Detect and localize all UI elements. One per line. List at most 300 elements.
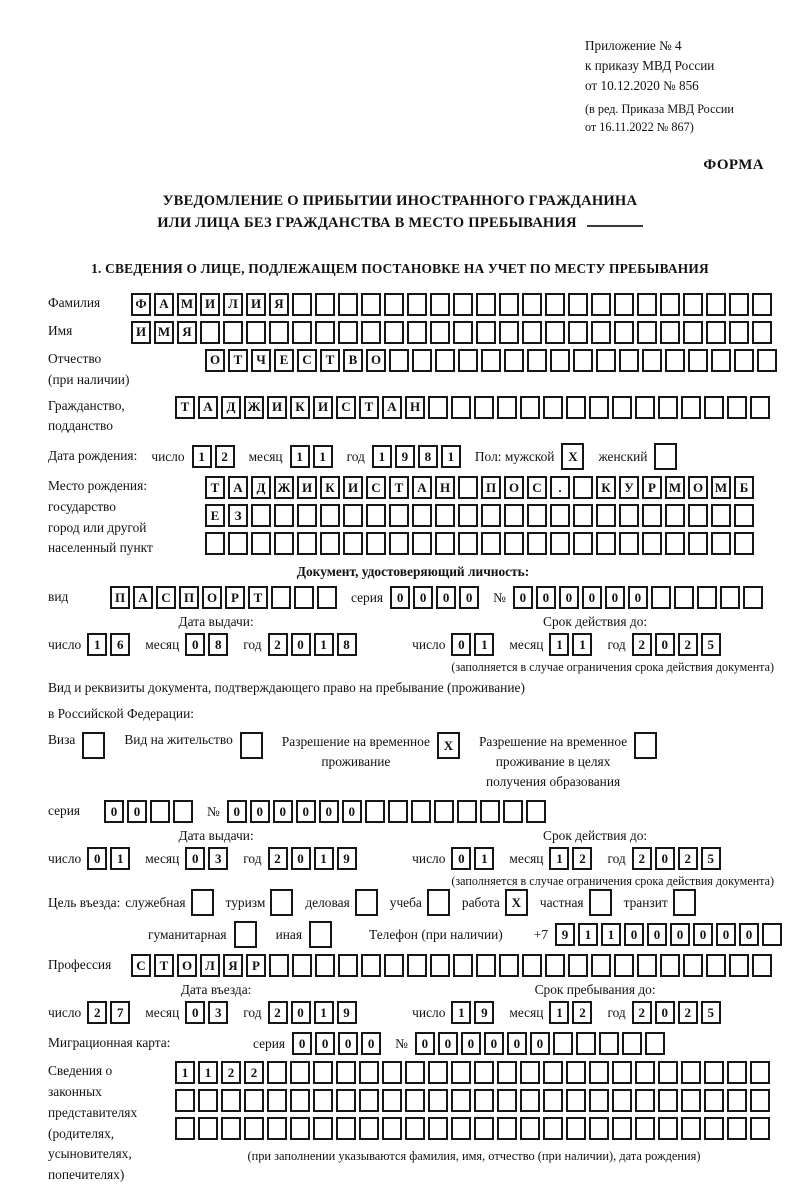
form-cell [573, 532, 593, 555]
representatives-block [48, 1061, 778, 1186]
form-cell: Л [223, 293, 243, 316]
form-cell: 2 [572, 847, 592, 870]
form-cell [430, 293, 450, 316]
validity-note: (заполняется в случае ограничения срока действия документа) [451, 660, 774, 675]
form-cell [388, 800, 408, 823]
form-cell [706, 954, 726, 977]
form-cell [228, 532, 248, 555]
identity-doc-dates [48, 614, 778, 675]
form-cell [566, 1117, 586, 1140]
purpose-study-label: учеба [389, 894, 422, 910]
profession-label: Профессия [48, 957, 112, 973]
form-cell: В [343, 349, 363, 372]
form-cell: П [179, 586, 199, 609]
form-cell: 0 [390, 586, 410, 609]
form-cell [384, 293, 404, 316]
form-cell [499, 954, 519, 977]
form-cell [589, 1117, 609, 1140]
form-cell: Т [389, 476, 409, 499]
form-cell: Т [154, 954, 174, 977]
sex-male-checkbox [561, 443, 587, 470]
representatives-row2 [175, 1089, 773, 1112]
form-cell [727, 396, 747, 419]
form-cell [480, 800, 500, 823]
form-cell: А [133, 586, 153, 609]
form-cell [750, 1089, 770, 1112]
form-cell: 1 [198, 1061, 218, 1084]
form-cell [428, 396, 448, 419]
form-cell [244, 1089, 264, 1112]
doc-number-cells [513, 586, 766, 609]
form-cell [635, 1117, 655, 1140]
form-cell [271, 586, 291, 609]
form-cell: Т [359, 396, 379, 419]
series-word: серия [253, 1035, 286, 1051]
birth-place-block [48, 476, 778, 559]
res-issue-month-cells [185, 847, 231, 870]
form-cell [405, 1061, 425, 1084]
res-valid-year-cells [632, 847, 724, 870]
form-cell [361, 293, 381, 316]
form-cell [458, 532, 478, 555]
form-cell [476, 293, 496, 316]
form-cell: 1 [87, 633, 107, 656]
form-cell [596, 349, 616, 372]
form-cell [251, 532, 271, 555]
form-cell [457, 800, 477, 823]
form-cell: X [505, 889, 528, 916]
form-cell [711, 349, 731, 372]
residence-permit-label: Вид на жительство [124, 732, 233, 748]
representatives-note: (при заполнении указываются фамилия, имя, отчество (при наличии), дата рождения) [247, 1149, 701, 1164]
form-cell: 2 [678, 1001, 698, 1024]
form-cell: Н [405, 396, 425, 419]
form-cell [246, 321, 266, 344]
form-cell [458, 504, 478, 527]
form-cell: Л [200, 954, 220, 977]
form-cell [497, 396, 517, 419]
temp-residence-checkbox [437, 732, 463, 759]
form-cell: 1 [313, 445, 333, 468]
form-cell [428, 1089, 448, 1112]
form-cell [550, 349, 570, 372]
form-cell [223, 321, 243, 344]
form-cell [614, 321, 634, 344]
form-cell [711, 504, 731, 527]
form-cell: 1 [314, 633, 334, 656]
form-cell: 0 [227, 800, 247, 823]
form-cell: 1 [314, 1001, 334, 1024]
temp-residence-education-checkbox [634, 732, 660, 759]
form-cell [428, 1061, 448, 1084]
form-cell: 0 [291, 633, 311, 656]
birth-place-rows [205, 476, 757, 555]
form-cell [361, 321, 381, 344]
form-cell: 0 [530, 1032, 550, 1055]
doc-kind-cells [110, 586, 340, 609]
form-cell [458, 349, 478, 372]
form-cell: С [156, 586, 176, 609]
form-cell [568, 321, 588, 344]
patronymic-label: Отчество (при наличии) [48, 350, 130, 387]
form-cell [660, 293, 680, 316]
form-cell [614, 293, 634, 316]
form-cell [336, 1089, 356, 1112]
form-cell: 2 [221, 1061, 241, 1084]
form-cell: 0 [628, 586, 648, 609]
form-cell [553, 1032, 573, 1055]
form-cell: 0 [361, 1032, 381, 1055]
form-cell [481, 504, 501, 527]
form-cell [619, 532, 639, 555]
doc-series-cells [390, 586, 482, 609]
form-cell: 2 [268, 633, 288, 656]
residence-doc-options [48, 732, 778, 792]
form-cell [292, 954, 312, 977]
form-cell [474, 1089, 494, 1112]
day-word: число [151, 448, 185, 464]
valid-day-cells [451, 633, 497, 656]
form-cell: О [504, 476, 524, 499]
form-cell [522, 321, 542, 344]
form-cell: С [297, 349, 317, 372]
form-title-line2: ИЛИ ЛИЦА БЕЗ ГРАЖДАНСТВА В МЕСТО ПРЕБЫВАНИЯ [0, 212, 800, 235]
form-cell: X [561, 443, 584, 470]
number-word: № [207, 803, 220, 819]
form-cell [382, 1061, 402, 1084]
section1-heading: 1. СВЕДЕНИЯ О ЛИЦЕ, ПОДЛЕЖАЩЕМ ПОСТАНОВКЕ НА УЧЕТ ПО МЕСТУ ПРЕБЫВАНИЯ [91, 260, 709, 276]
form-cell [589, 1089, 609, 1112]
form-cell [576, 1032, 596, 1055]
form-cell [635, 396, 655, 419]
form-cell [727, 1061, 747, 1084]
form-cell [407, 293, 427, 316]
form-cell [430, 321, 450, 344]
issue-month-cells [185, 633, 231, 656]
surname-cells [131, 293, 775, 316]
form-cell [198, 1089, 218, 1112]
purpose-work-label: работа [461, 894, 500, 910]
form-cell [635, 1089, 655, 1112]
form-cell: 0 [582, 586, 602, 609]
form-cell: К [290, 396, 310, 419]
sex-male-label: Пол: мужской [474, 448, 555, 464]
form-cell [269, 954, 289, 977]
form-cell [637, 321, 657, 344]
form-cell: И [246, 293, 266, 316]
form-cell: 1 [192, 445, 212, 468]
form-cell [244, 1117, 264, 1140]
form-cell [389, 349, 409, 372]
form-cell [681, 1089, 701, 1112]
res-valid-month-cells [549, 847, 595, 870]
form-cell [451, 1117, 471, 1140]
form-cell: 0 [436, 586, 456, 609]
form-cell: Т [228, 349, 248, 372]
residence-doc-dates: Дата выдачи: число 0 1 месяц 0 3 год 2 0 1 9 Срок действия до: число 0 1 месяц 1 2 год 2 0 2 5 (заполняется в случае ограничения срока действия документа) [48, 828, 778, 889]
order-reference-line: Приложение № 4 [585, 38, 682, 53]
form-cell: 1 [314, 847, 334, 870]
form-cell [427, 889, 450, 916]
form-cell [474, 1117, 494, 1140]
form-cell [338, 321, 358, 344]
form-cell: С [527, 476, 547, 499]
form-cell [634, 732, 657, 759]
form-cell [645, 1032, 665, 1055]
form-cell [688, 504, 708, 527]
form-cell [589, 1061, 609, 1084]
purpose-business-label: деловая [305, 894, 350, 910]
form-cell [665, 532, 685, 555]
surname-row [48, 293, 778, 316]
form-cell: 9 [337, 1001, 357, 1024]
identity-doc-row [48, 586, 778, 609]
form-cell [683, 293, 703, 316]
form-cell: 6 [110, 633, 130, 656]
form-cell: 0 [459, 586, 479, 609]
form-cell [520, 1089, 540, 1112]
form-cell: 1 [474, 633, 494, 656]
form-cell [205, 532, 225, 555]
stay-month-cells [549, 1001, 595, 1024]
form-cell [706, 293, 726, 316]
form-cell: 1 [372, 445, 392, 468]
form-cell [591, 293, 611, 316]
form-cell: 2 [632, 1001, 652, 1024]
form-cell [292, 321, 312, 344]
form-cell [451, 1089, 471, 1112]
form-cell [458, 476, 478, 499]
profession-cells [131, 954, 775, 977]
form-cell [315, 321, 335, 344]
form-cell [412, 504, 432, 527]
migration-card-label: Миграционная карта: [48, 1035, 171, 1051]
form-cell: О [688, 476, 708, 499]
form-cell [752, 293, 772, 316]
form-cell: Р [642, 476, 662, 499]
form-cell [234, 921, 257, 948]
entry-month-cells [185, 1001, 231, 1024]
form-cell [175, 1089, 195, 1112]
form-cell [762, 923, 782, 946]
form-cell [642, 349, 662, 372]
form-cell: 0 [513, 586, 533, 609]
purpose-other-label: иная [275, 926, 303, 942]
res-valid-day-cells [451, 847, 497, 870]
form-cell: 2 [572, 1001, 592, 1024]
form-cell: 0 [451, 633, 471, 656]
form-cell: Р [225, 586, 245, 609]
form-cell [297, 504, 317, 527]
form-cell [297, 532, 317, 555]
visa-checkbox [82, 732, 108, 759]
form-cell [596, 504, 616, 527]
form-cell: Ч [251, 349, 271, 372]
valid-until-col: Срок действия до: число 0 1 месяц 1 1 год 2 0 2 5 [412, 614, 778, 656]
form-cell: 5 [701, 1001, 721, 1024]
form-cell: 1 [549, 1001, 569, 1024]
purpose-humanitarian-checkbox [234, 921, 260, 948]
form-cell [545, 293, 565, 316]
form-cell: А [412, 476, 432, 499]
series-word: серия [48, 803, 81, 819]
form-cell [175, 1117, 195, 1140]
doc-kind-label: вид [48, 589, 69, 605]
form-cell [681, 396, 701, 419]
form-cell [435, 504, 455, 527]
form-cell: И [200, 293, 220, 316]
form-cell [526, 800, 546, 823]
form-cell: Т [175, 396, 195, 419]
form-cell: М [177, 293, 197, 316]
phone-cells [555, 923, 785, 946]
form-cell: 0 [693, 923, 713, 946]
form-cell [384, 954, 404, 977]
validity-note: (заполняется в случае ограничения срока действия документа) [451, 874, 774, 889]
form-cell [200, 321, 220, 344]
form-cell [681, 1117, 701, 1140]
form-cell: О [202, 586, 222, 609]
form-cell: 2 [678, 633, 698, 656]
form-cell: 0 [296, 800, 316, 823]
form-cell [750, 1061, 770, 1084]
form-cell: 0 [507, 1032, 527, 1055]
form-cell: 0 [292, 1032, 312, 1055]
purpose-transit-label: транзит [623, 894, 668, 910]
form-cell [520, 1117, 540, 1140]
form-cell [527, 504, 547, 527]
birth-date-row [48, 443, 778, 470]
form-cell [267, 1117, 287, 1140]
form-cell: А [154, 293, 174, 316]
form-cell [697, 586, 717, 609]
citizenship-cells [175, 396, 773, 419]
form-cell: 0 [655, 633, 675, 656]
stay-until-heading: Срок пребывания до: [534, 982, 656, 998]
form-cell [405, 1117, 425, 1140]
form-cell: У [619, 476, 639, 499]
form-cell: 0 [415, 1032, 435, 1055]
form-cell [752, 321, 772, 344]
form-cell: Я [223, 954, 243, 977]
form-body [0, 277, 800, 1186]
patronymic-row [48, 349, 778, 391]
form-cell: Е [274, 349, 294, 372]
number-word: № [395, 1035, 408, 1051]
form-cell [382, 1117, 402, 1140]
form-cell [359, 1117, 379, 1140]
form-cell: 0 [185, 847, 205, 870]
form-cell [729, 954, 749, 977]
form-cell: 0 [559, 586, 579, 609]
order-reference-line: к приказу МВД России [585, 57, 715, 73]
purpose-humanitarian-label: гуманитарная [148, 926, 227, 942]
form-cell [435, 349, 455, 372]
form-cell [573, 349, 593, 372]
form-cell: О [205, 349, 225, 372]
valid-until-heading: Срок действия до: [543, 614, 648, 630]
form-cell [660, 954, 680, 977]
form-cell [614, 954, 634, 977]
entry-day-cells [87, 1001, 133, 1024]
form-cell: И [267, 396, 287, 419]
form-cell [654, 443, 677, 470]
form-cell: 5 [701, 633, 721, 656]
form-cell: П [110, 586, 130, 609]
form-cell [520, 1061, 540, 1084]
form-cell [294, 586, 314, 609]
form-cell [750, 1117, 770, 1140]
form-cell [290, 1117, 310, 1140]
year-word: год [346, 448, 365, 464]
form-cell: И [343, 476, 363, 499]
form-cell [290, 1061, 310, 1084]
form-cell: 1 [474, 847, 494, 870]
form-cell: 0 [739, 923, 759, 946]
form-cell [315, 954, 335, 977]
firstname-cells [131, 321, 775, 344]
form-cell: И [131, 321, 151, 344]
form-cell [522, 293, 542, 316]
form-cell [504, 349, 524, 372]
form-cell [589, 396, 609, 419]
form-cell: 7 [110, 1001, 130, 1024]
form-cell: Ж [274, 476, 294, 499]
form-cell: А [228, 476, 248, 499]
form-cell [481, 532, 501, 555]
purpose-business-checkbox [355, 889, 381, 916]
migration-number-cells [415, 1032, 668, 1055]
form-cell: 2 [678, 847, 698, 870]
res-issue-year-cells [268, 847, 360, 870]
issue-day-cells [87, 633, 133, 656]
phone-prefix: +7 [533, 926, 549, 942]
form-cell [274, 504, 294, 527]
form-cell: 1 [572, 633, 592, 656]
representatives-label: Сведения о законных представителях (родителях, усыновителях, попечителях) [48, 1063, 138, 1183]
form-cell [434, 800, 454, 823]
firstname-label: Имя [48, 322, 73, 338]
residence-permit-checkbox [240, 732, 266, 759]
form-cell: 0 [319, 800, 339, 823]
form-cell [711, 532, 731, 555]
temp-residence-label: Разрешение на временное проживание [281, 734, 430, 770]
form-cell: А [382, 396, 402, 419]
form-cell [573, 504, 593, 527]
purpose-other-checkbox [309, 921, 335, 948]
form-cell [573, 476, 593, 499]
form-cell [365, 800, 385, 823]
form-cell: 0 [670, 923, 690, 946]
form-cell: Д [221, 396, 241, 419]
form-cell [522, 954, 542, 977]
form-cell [389, 532, 409, 555]
form-cell [527, 532, 547, 555]
migration-card-row [48, 1032, 778, 1055]
form-cell: 0 [438, 1032, 458, 1055]
form-cell: 9 [555, 923, 575, 946]
month-word: месяц [248, 448, 283, 464]
form-cell: X [437, 732, 460, 759]
form-cell [173, 800, 193, 823]
form-cell: О [366, 349, 386, 372]
order-reference-block [0, 0, 800, 137]
birth-date-label: Дата рождения: [48, 448, 138, 464]
form-cell: Ф [131, 293, 151, 316]
form-cell: 0 [315, 1032, 335, 1055]
form-cell [674, 586, 694, 609]
form-cell: Д [251, 476, 271, 499]
